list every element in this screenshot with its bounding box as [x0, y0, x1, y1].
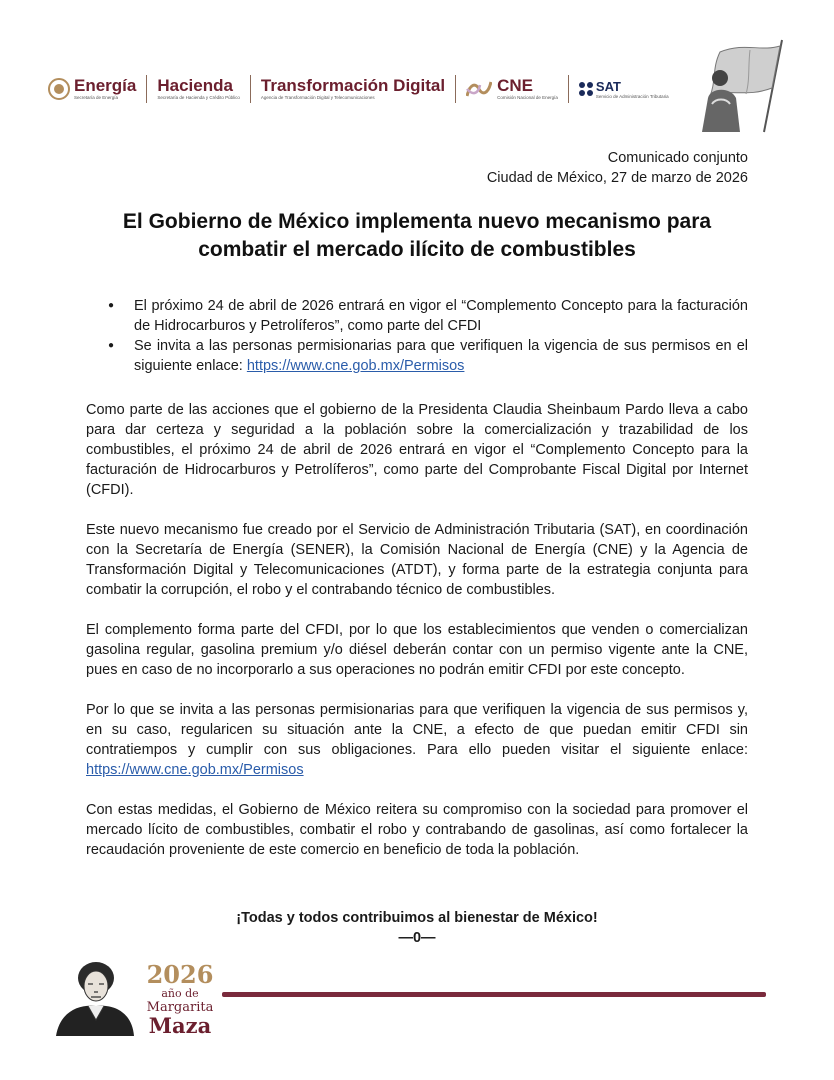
summary-bullets: [108, 296, 748, 376]
logo-sat-name: SAT: [595, 78, 621, 94]
closing-mark: —0—: [398, 930, 436, 946]
document-title: [60, 208, 774, 264]
logo-cne-name: CNE: [497, 76, 534, 95]
national-seal-icon: [48, 78, 70, 100]
communique-type: Comunicado conjunto: [607, 150, 748, 166]
sat-dots-icon: [579, 82, 593, 96]
closing: [0, 908, 834, 948]
logo-sat-sub: Servicio de Administración Tributaria: [595, 93, 669, 99]
place-date: Ciudad de México, 27 de marzo de 2026: [486, 170, 748, 186]
logo-transformacion-digital: [251, 74, 455, 104]
year-motto: [140, 962, 220, 1037]
logo-sat: [569, 74, 679, 104]
paragraph-5: Con estas medidas, el Gobierno de México reitera su compromiso con la sociedad para promover el mercado lícito de combustibles, combatir el robo y contrabando de gasolinas, así como fortalecer la recaudación proveniente de este comercio en beneficio de toda la población.: [86, 802, 748, 858]
bullet-2-text: Se invita a las personas permisionarias para que verifiquen la vigencia de sus permisos en el siguiente enlace:: [134, 338, 748, 374]
permisos-link[interactable]: https://www.cne.gob.mx/Permisos: [246, 358, 465, 374]
logo-energia-sub: Secretaría de Energía: [74, 95, 119, 100]
year-name-last: Maza: [148, 1013, 212, 1038]
logo-td-sub: Agencia de Transformación Digital y Telecomunicaciones: [260, 95, 375, 100]
paragraph-1: Como parte de las acciones que el gobierno de la Presidenta Claudia Sheinbaum Pardo lleva a cabo para dar certeza y seguridad a la población sobre la comercialización y trazabilidad de los combustibles, el próximo 24 de abril de 2026 entrará en vigor el “Complemento Concepto para la facturación de Hidrocarburos y Petrolíferos”, como parte del Comprobante Fiscal Digital por Internet (CFDI).: [86, 402, 748, 498]
paragraph-4-text: Por lo que se invita a las personas permisionarias para que verifiquen la vigencia de sus permisos y, en su caso, regularicen su situación ante la CNE, a efecto de que puedan emitir CFDI sin contratiempos y cumplir con sus obligaciones. Para ello pueden visitar el siguiente enlace:: [86, 702, 748, 758]
logo-cne: [456, 74, 568, 104]
footer-divider: [222, 992, 766, 997]
logo-hacienda: [147, 74, 250, 104]
logo-energia: [48, 74, 146, 104]
margarita-maza-portrait-icon: [52, 956, 136, 1036]
body-text: [86, 400, 748, 880]
logo-cne-sub: Comisión Nacional de Energía: [497, 95, 558, 100]
year-name-first: Margarita: [146, 1000, 214, 1015]
year-number: 2026: [146, 960, 214, 989]
paragraph-2: Este nuevo mecanismo fue creado por el Servicio de Administración Tributaria (SAT), en coordinación con la Secretaría de Energía (SENER), la Comisión Nacional de Energía (CNE) y la Agencia de Transformación Digital y Telecomunicaciones (ATDT), y forma parte de la estrategia conjunta para combatir la corrupción, el robo y el contrabando técnico de combustibles.: [86, 522, 748, 598]
year-sub: año de: [161, 987, 199, 1000]
title-line-1: El Gobierno de México implementa nuevo mecanismo para: [122, 210, 712, 233]
cne-mark-icon: [466, 81, 492, 97]
title-line-2: combatir el mercado ilícito de combustibles: [198, 238, 636, 261]
header-logos: [48, 72, 679, 106]
bullet-item: [108, 296, 748, 336]
bullet-item: [108, 336, 748, 376]
logo-energia-name: Energía: [74, 76, 137, 95]
paragraph-3: El complemento forma parte del CFDI, por lo que los establecimientos que venden o comercializan gasolina regular, gasolina premium y/o diésel deberán contar con un permiso vigente ante la CNE, pues en caso de no incorporarlo a sus operaciones no podrán emitir CFDI por este concepto.: [86, 622, 748, 678]
logo-hacienda-name: Hacienda: [157, 76, 233, 95]
permisos-link-2[interactable]: https://www.cne.gob.mx/Permisos: [86, 762, 304, 778]
dateline: [487, 148, 748, 188]
flag-bearer-illustration-icon: [690, 38, 790, 134]
logo-td-name: Transformación Digital: [260, 76, 446, 95]
paragraph-4: [86, 700, 748, 780]
logo-hacienda-sub: Secretaría de Hacienda y Crédito Público: [157, 95, 240, 100]
closing-slogan: ¡Todas y todos contribuimos al bienestar de México!: [236, 910, 598, 926]
bullet-1-text: El próximo 24 de abril de 2026 entrará en vigor el “Complemento Concepto para la facturación de Hidrocarburos y Petrolíferos”, como parte del CFDI: [134, 298, 748, 334]
